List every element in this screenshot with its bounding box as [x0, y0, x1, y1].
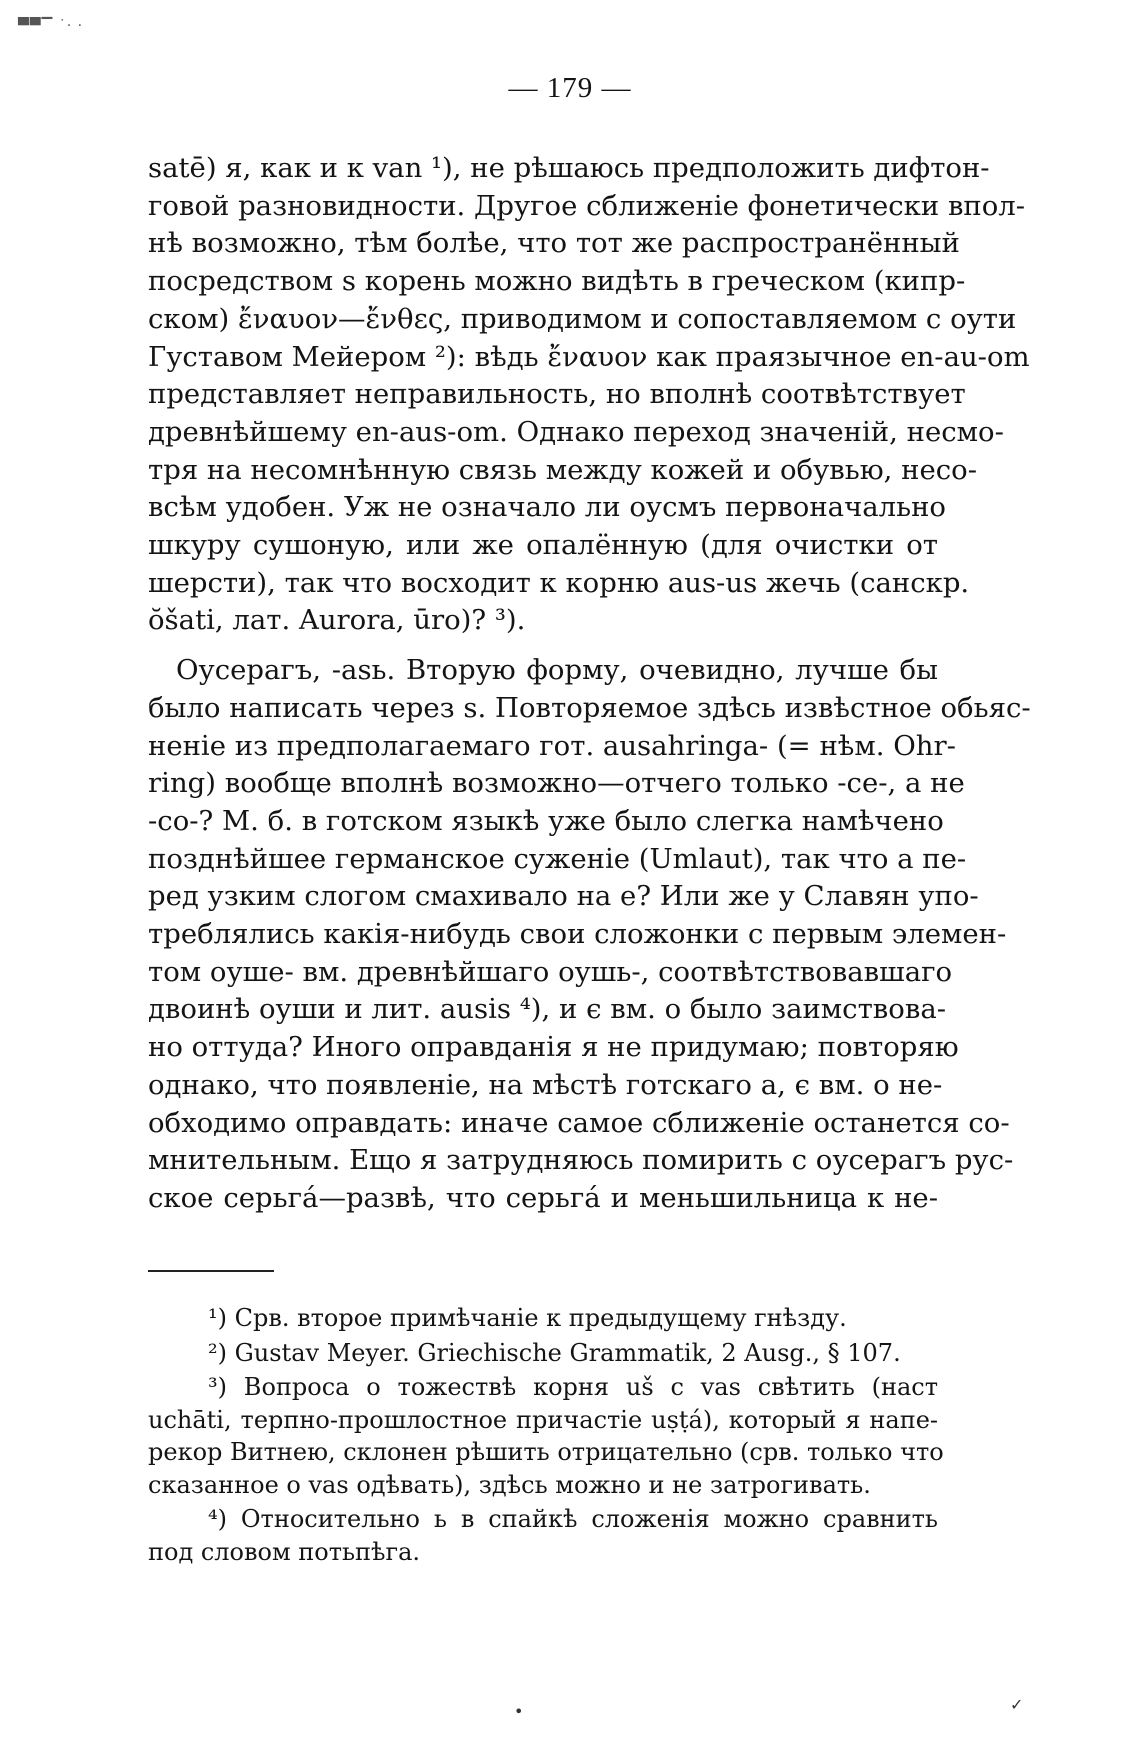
text-line: -со-? М. б. в готском языкѣ уже было слегка намѣчено [148, 804, 944, 837]
text-line: satē) я, как и к van ¹), не рѣшаюсь предположить дифтон- [148, 152, 990, 184]
paragraph-gap [148, 640, 938, 652]
footnote-line: ³) Вопроса о тожествѣ корня uš с vas свѣтить (наст [208, 1373, 938, 1401]
text-line: древнѣйшему en-aus-om. Однако переход значеній, несмо- [148, 415, 1004, 448]
text-line: шерсти), так что восходит к корню aus-us жечь (санскр. [148, 566, 970, 599]
text-line: позднѣйшее германское суженіе (Umlaut), так что a пе- [148, 842, 967, 875]
text-line: мнительным. Ещо я затрудняюсь помирить с оусерагъ рус- [148, 1144, 1014, 1177]
footnote-3 [148, 1371, 944, 1501]
text-line: двоинѣ оуши и лит. ausis ⁴), и є вм. о было заимствова- [148, 993, 947, 1026]
text-line: ŏšati, лат. Aurora, ūro)? ³). [148, 604, 526, 637]
footnote-line: рекор Витнею, склонен рѣшить отрицательно (срв. только что [148, 1438, 944, 1466]
text-line: Оусерагъ, -аѕь. Вторую форму, очевидно, лучше бы [176, 654, 938, 687]
footnote-4 [148, 1503, 938, 1568]
paragraph-2 [148, 652, 1031, 1218]
text-line: ред узким слогом смахивало на e? Или же у Славян упо- [148, 880, 979, 913]
text-line: ском) ἔναυον—ἔνθες, приводимом и сопоставляемом с оути [148, 302, 1017, 335]
text-line: было написать через s. Повторяемое здѣсь извѣстное обьяс- [148, 691, 1031, 724]
text-line: говой разновидности. Другое сближеніе фонетически впол- [148, 189, 1026, 222]
footnote-line: ²) Gustav Meyer. Griechische Grammatik, 2 Ausg., § 107. [208, 1338, 901, 1367]
text-line: нѣ возможно, тѣм болѣе, что тот же распространённый [148, 227, 960, 260]
footnote-line: сказанное о vas одѣвать), здѣсь можно и не затрогивать. [148, 1470, 871, 1499]
footnote-1 [148, 1302, 938, 1335]
text-line: тря на несомнѣнную связь между кожей и обувью, несо- [148, 453, 978, 486]
footnote-line: uchāti, терпно-прошлостное причастіе uṣṭá), который я напе- [148, 1405, 938, 1434]
scan-speck-mark: ▀▀▔ ˙· · [18, 18, 84, 34]
paragraph-1 [148, 150, 1030, 640]
text-line: однако, что появленіе, на мѣстѣ готскаго a, є вм. о не- [148, 1068, 943, 1101]
text-line: всѣм удобен. Уж не означало ли оусмъ первоначально [148, 491, 946, 524]
main-text [148, 150, 1031, 1218]
text-line: Густавом Мейером ²): вѣдь ἔναυον как праязычное en-au-om [148, 340, 1030, 373]
footnote-line: под словом потьпѣга. [148, 1537, 421, 1566]
scan-smudge-mark: ✓ [1010, 1695, 1024, 1714]
text-line: ское серьга́—развѣ, что серьга́ и меньшильница к не- [148, 1181, 938, 1214]
text-line: треблялись какія-нибудь свои сложонки с первым элемен- [148, 918, 1007, 951]
text-line: но оттуда? Иного оправданія я не придумаю; повторяю [148, 1031, 959, 1064]
footnote-2 [148, 1337, 938, 1370]
scan-dot-mark: • [514, 1702, 524, 1721]
footnotes [148, 1302, 944, 1568]
text-line: посредством s корень можно видѣть в греческом (кипр- [148, 265, 966, 298]
footnote-line: ¹) Срв. второе примѣчаніе к предыдущему гнѣзду. [208, 1304, 847, 1332]
text-line: ring) вообще вполнѣ возможно—отчего только -се-, а не [148, 767, 965, 800]
page-number: — 179 — [508, 72, 632, 104]
text-line: обходимо оправдать: иначе самое сближеніе останется со- [148, 1106, 1010, 1139]
text-line: том оуше- вм. древнѣйшаго оушь-, соотвѣтствовавшаго [148, 955, 953, 988]
text-line: шкуру сушоную, или же опалённую (для очистки от [148, 529, 938, 562]
text-line: представляет неправильность, но вполнѣ соотвѣтствует [148, 378, 966, 411]
footnote-line: ⁴) Относительно ь в спайкѣ сложенія можно сравнить [208, 1505, 938, 1533]
footnote-divider [148, 1270, 274, 1272]
text-line: неніе из предполагаемаго гот. ausahringa- (= нѣм. Ohr- [148, 729, 956, 762]
